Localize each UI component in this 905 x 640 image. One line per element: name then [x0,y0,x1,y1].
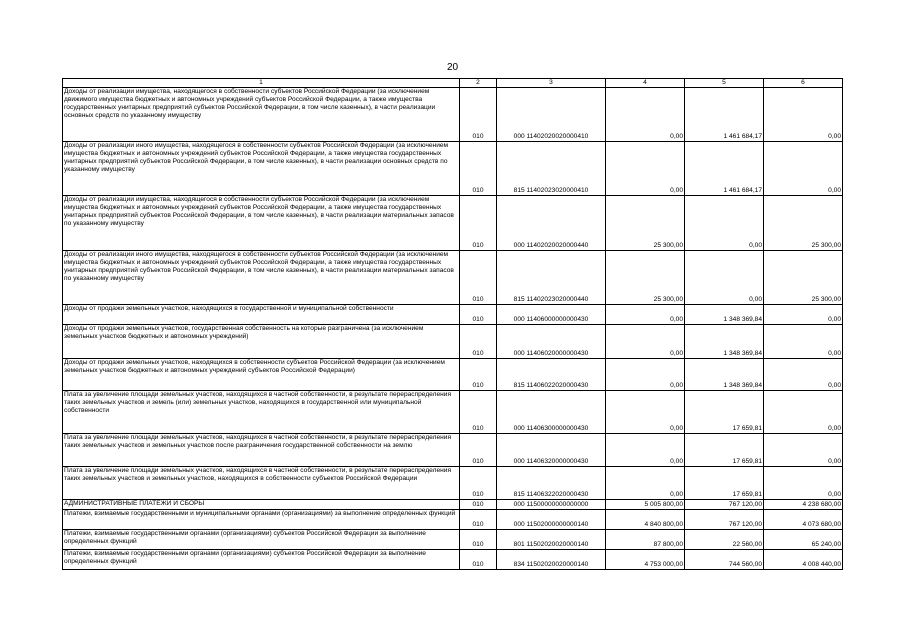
row-line-code: 010 [460,142,497,196]
row-budget-code: 000 11502000000000140 [497,510,606,530]
row-value-6: 0,00 [764,391,843,434]
row-budget-code: 801 11502020020000140 [497,530,606,550]
row-value-6: 25 300,00 [764,251,843,305]
table-row [63,550,843,570]
row-line-code: 010 [460,305,497,325]
row-line-code: 010 [460,391,497,434]
row-value-4: 0,00 [606,142,685,196]
row-value-5: 1 348 369,84 [685,325,764,359]
table-row [63,510,843,530]
row-value-6: 0,00 [764,305,843,325]
row-value-6: 0,00 [764,359,843,391]
row-name: Доходы от реализации имущества, находящегося в собственности субъектов Российской Федерации (за исключением движимого имущества бюджетных и автономных учреждений субъектов Российской Федерации, а также имущества государственных унитарных предприятий субъектов Российской Федерации, в том числе казенных), в части реализации основных средств по указанному имуществу [63,88,460,142]
table-row [63,500,843,510]
row-value-5: 1 348 369,84 [685,305,764,325]
row-budget-code: 000 11402020020000410 [497,88,606,142]
row-line-code: 010 [460,196,497,251]
row-line-code: 010 [460,325,497,359]
row-value-4: 25 300,00 [606,251,685,305]
row-budget-code: 815 11406322020000430 [497,467,606,500]
row-value-4: 0,00 [606,305,685,325]
table-row [63,251,843,305]
row-line-code: 010 [460,510,497,530]
row-value-6: 0,00 [764,325,843,359]
row-value-4: 25 300,00 [606,196,685,251]
row-budget-code: 000 11406300000000430 [497,391,606,434]
row-budget-code: 000 11402020020000440 [497,196,606,251]
row-budget-code: 815 11402023020000410 [497,142,606,196]
table-row [63,467,843,500]
row-value-5: 17 659,81 [685,467,764,500]
row-name: АДМИНИСТРАТИВНЫЕ ПЛАТЕЖИ И СБОРЫ [63,500,460,510]
row-value-6: 4 008 440,00 [764,550,843,570]
row-value-5: 17 659,81 [685,434,764,467]
table-row [63,305,843,325]
row-value-5: 1 348 369,84 [685,359,764,391]
row-name: Доходы от реализации иного имущества, находящегося в собственности субъектов Российской Федерации (за исключением имущества бюджетных и автономных учреждений субъектов Российской Федерации, а также имущества государственных унитарных предприятий субъектов Российской Федерации, в том числе казенных), в части реализации материальных запасов по указанному имуществу [63,251,460,305]
row-value-4: 0,00 [606,359,685,391]
row-value-5: 744 560,00 [685,550,764,570]
row-value-4: 87 800,00 [606,530,685,550]
row-value-5: 0,00 [685,251,764,305]
row-name: Доходы от продажи земельных участков, находящихся в государственной и муниципальной собственности [63,305,460,325]
row-value-4: 0,00 [606,88,685,142]
row-name: Платежи, взимаемые государственными органами (организациями) субъектов Российской Федерации за выполнение определенных функций [63,530,460,550]
row-value-4: 5 005 800,00 [606,500,685,510]
row-name: Доходы от реализации иного имущества, находящегося в собственности субъектов Российской Федерации (за исключением имущества бюджетных и автономных учреждений субъектов Российской Федерации, а также имущества государственных унитарных предприятий субъектов Российской Федерации, в том числе казенных), в части реализации основных средств по указанному имуществу [63,142,460,196]
row-budget-code: 000 11406000000000430 [497,305,606,325]
row-name: Платежи, взимаемые государственными и муниципальными органами (организациями) за выполнение определенных функций [63,510,460,530]
column-header-2: 2 [460,79,497,88]
row-value-6: 25 300,00 [764,196,843,251]
row-value-5: 17 659,81 [685,391,764,434]
row-value-6: 0,00 [764,467,843,500]
row-budget-code: 834 11502020020000140 [497,550,606,570]
row-line-code: 010 [460,500,497,510]
row-value-6: 65 240,00 [764,530,843,550]
column-header-3: 3 [497,79,606,88]
page-number: 20 [446,62,459,73]
table-row [63,530,843,550]
row-name: Доходы от продажи земельных участков, государственная собственность на которые разграничена (за исключением земельных участков бюджетных и автономных учреждений) [63,325,460,359]
row-name: Плата за увеличение площади земельных участков, находящихся в частной собственности, в результате перераспределения таких земельных участков и земельных участков, находящихся в собственности субъектов Российской Федерации [63,467,460,500]
row-budget-code: 000 11500000000000000 [497,500,606,510]
table-row [63,325,843,359]
column-header-6: 6 [764,79,843,88]
table-row [63,434,843,467]
column-header-4: 4 [606,79,685,88]
row-value-6: 0,00 [764,142,843,196]
row-line-code: 010 [460,530,497,550]
row-value-4: 4 753 000,00 [606,550,685,570]
row-value-5: 767 120,00 [685,510,764,530]
row-value-4: 4 840 800,00 [606,510,685,530]
row-name: Плата за увеличение площади земельных участков, находящихся в частной собственности, в результате перераспределения таких земельных участков и земель (или) земельных участков, находящихся в государственной или муниципальной собственности [63,391,460,434]
row-value-5: 1 461 684,17 [685,88,764,142]
row-value-6: 4 073 680,00 [764,510,843,530]
row-value-4: 0,00 [606,325,685,359]
table-row [63,359,843,391]
row-line-code: 010 [460,359,497,391]
row-name: Платежи, взимаемые государственными органами (организациями) субъектов Российской Федерации за выполнение определенных функций [63,550,460,570]
row-value-4: 0,00 [606,434,685,467]
row-budget-code: 815 11402023020000440 [497,251,606,305]
row-budget-code: 000 11406320000000430 [497,434,606,467]
revenue-table [62,78,843,570]
row-value-5: 0,00 [685,196,764,251]
table-header-row [63,79,843,88]
row-value-5: 767 120,00 [685,500,764,510]
row-value-5: 1 461 684,17 [685,142,764,196]
row-value-5: 22 560,00 [685,530,764,550]
row-value-4: 0,00 [606,391,685,434]
row-budget-code: 000 11406020000000430 [497,325,606,359]
row-budget-code: 815 11406022020000430 [497,359,606,391]
row-name: Доходы от продажи земельных участков, находящихся в собственности субъектов Российской Федерации (за исключением земельных участков бюджетных и автономных учреждений субъектов Российской Федерации) [63,359,460,391]
row-value-6: 4 238 680,00 [764,500,843,510]
row-line-code: 010 [460,550,497,570]
table-row [63,391,843,434]
row-value-4: 0,00 [606,467,685,500]
row-name: Плата за увеличение площади земельных участков, находящихся в частной собственности, в результате перераспределения таких земельных участков и земельных участков после разграничения государственной собственности на землю [63,434,460,467]
table-row [63,196,843,251]
row-line-code: 010 [460,88,497,142]
column-header-5: 5 [685,79,764,88]
row-name: Доходы от реализации имущества, находящегося в собственности субъектов Российской Федерации (за исключением имущества бюджетных и автономных учреждений субъектов Российской Федерации, а также имущества государственных унитарных предприятий субъектов Российской Федерации, в том числе казенных), в части реализации материальных запасов по указанному имуществу [63,196,460,251]
row-line-code: 010 [460,434,497,467]
table-row [63,88,843,142]
row-line-code: 010 [460,251,497,305]
table-row [63,142,843,196]
row-value-6: 0,00 [764,434,843,467]
row-line-code: 010 [460,467,497,500]
column-header-1: 1 [63,79,460,88]
row-value-6: 0,00 [764,88,843,142]
